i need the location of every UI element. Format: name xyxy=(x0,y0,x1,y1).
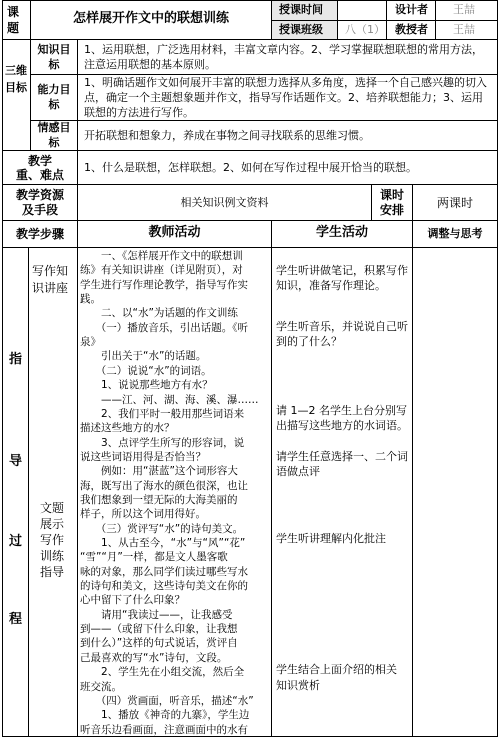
page-title: 怎样展开作文中的联想训练 xyxy=(72,11,229,26)
teacher-value: 王喆 xyxy=(453,23,475,36)
student-block-1-line1: 学生听讲做笔记，积累写作 xyxy=(276,264,408,277)
teacher-line: 二、以“水”为话题的作文训练 xyxy=(80,307,238,320)
lesson-label: 课题 xyxy=(7,5,20,35)
teacher-activity-header: 教师活动 xyxy=(148,225,201,240)
teacher-line: 请用“我读过——，让我感受 xyxy=(80,608,233,621)
teacher-line: 说这些词语用得是否恰当？ xyxy=(80,450,206,463)
teacher-line: （一）播放音乐，引出话题。《听 xyxy=(80,321,248,334)
side-char-3: 过 xyxy=(9,534,23,549)
teacher-line: 2、学生先在小组交流，然后全 xyxy=(80,666,245,679)
teacher-line: 练》有关知识讲座（详见附页），对 xyxy=(80,264,243,277)
focus-label-line1: 教学 xyxy=(27,154,52,168)
focus-text: 1、什么是联想，怎样联想。2、如何在写作过程中展开恰当的联想。 xyxy=(84,161,417,174)
side-char-2: 导 xyxy=(9,454,23,469)
student-block-4-line2: 语做点评 xyxy=(276,465,320,478)
teacher-line: 己最喜欢的写“水”诗句，文段。 xyxy=(80,651,228,664)
teacher-label: 教授者 xyxy=(395,23,428,36)
schedule-label-line1: 课时 xyxy=(379,188,404,202)
teacher-line: 我们想象到一望无际的大海美丽的 xyxy=(80,493,238,506)
cell-steps xyxy=(28,247,78,737)
student-block-2-line2: 到的了什么？ xyxy=(276,335,342,348)
goals-group-label: 三维目标 xyxy=(5,64,27,94)
teacher-line: （四）赏画面，听音乐，描述“水” xyxy=(80,694,254,707)
focus-label-line2: 重、难点 xyxy=(15,168,64,182)
teacher-line: ——江、河、湖、海、溪、瀑…… xyxy=(80,393,259,406)
step1-line1: 写作知 xyxy=(32,264,69,278)
teacher-line: 的诗句和美文，这些诗句美文在你的 xyxy=(80,580,248,593)
side-char-1: 指 xyxy=(9,352,23,367)
designer-value: 王喆 xyxy=(453,3,475,16)
teacher-line: （三）赏评写“水”的诗句美文。 xyxy=(80,522,244,535)
teacher-line: 描述这些地方的水？ xyxy=(80,422,175,435)
student-block-3-line1: 请 1—2 名学生上台分别写 xyxy=(276,404,407,417)
knowledge-label: 知识目标 xyxy=(37,43,71,71)
cell-time-value xyxy=(337,0,387,21)
teacher-line: 学生进行写作理论教学，指导写作实 xyxy=(80,278,248,291)
time-label: 授课时间 xyxy=(279,3,323,16)
teacher-line: 样子，所以这个词用得好。 xyxy=(80,508,206,521)
step2-line2: 展示 xyxy=(40,517,65,531)
emotion-text: 开拓联想和想象力，养成在事物之间寻找联系的思维习惯。 xyxy=(84,129,370,142)
student-block-5-line1: 学生听讲理解内化批注 xyxy=(276,532,386,545)
teacher-line: 3、点评学生所写的形容词，说 xyxy=(80,436,245,449)
teacher-line: 引出关于“水”的话题。 xyxy=(80,350,207,363)
step2-line1: 文题 xyxy=(40,501,65,515)
student-activity-header: 学生活动 xyxy=(315,225,368,240)
student-block-6-line1: 学生结合上面介绍的相关 xyxy=(276,663,397,676)
student-block-2-line1: 学生听音乐，并说说自己听 xyxy=(276,320,408,333)
teacher-line: 班交流。 xyxy=(80,680,122,693)
emotion-label: 情感目标 xyxy=(37,121,71,149)
teacher-line: “雪”“月”一样，都是文人墨客歌 xyxy=(80,551,228,564)
resources-label-line1: 教学资源 xyxy=(15,188,64,202)
side-char-4: 程 xyxy=(9,612,23,627)
teacher-line: 1、播放《神奇的九寨》，学生边 xyxy=(80,709,250,722)
step1-line2: 识讲座 xyxy=(32,281,69,295)
teacher-line: （二）说说“水”的词语。 xyxy=(80,364,212,377)
teacher-line: 1、从古至今，“水”与“风”“花” xyxy=(80,537,246,549)
resources-label-line2: 及手段 xyxy=(21,203,58,217)
teacher-line: 2、我们平时一般用那些词语来 xyxy=(80,407,245,420)
resources-text: 相关知识例文资料 xyxy=(180,196,269,209)
schedule-label-line2: 安排 xyxy=(379,203,404,217)
teacher-line: 1、说说那些地方有水？ xyxy=(80,379,213,392)
cell-adjust xyxy=(412,247,498,737)
teacher-line: 海，既写出了海水的颜色很深，也让 xyxy=(80,479,248,492)
student-block-1-line2: 知识，准备写作理论。 xyxy=(276,279,386,292)
knowledge-text: 1、运用联想，广泛选用材料，丰富文章内容。2、学习掌握联想联想的常用方法，注意运用联想的基本原则。 xyxy=(84,43,483,71)
designer-label: 设计者 xyxy=(395,3,428,16)
ability-label: 能力目标 xyxy=(37,83,71,111)
teacher-line: 心中留下了什么印象？ xyxy=(80,594,185,607)
teacher-line: 咏的对象，那么同学们读过哪些写水 xyxy=(80,565,248,578)
teacher-line: 践。 xyxy=(80,293,101,306)
ability-text: 1、明确话题作文如何展开丰富的联想力选择从多角度，选择一个自己感兴趣的切入点，确定一个主题想象题并作文，指导写作话题作文。2、培养联想能力；3、运用联想的方法进行写作。 xyxy=(84,76,487,119)
cell-side-label xyxy=(2,247,29,737)
teacher-line: 听音乐边看画面，注意画面中的水有 xyxy=(80,723,248,736)
class-value: 八（1） xyxy=(345,23,385,36)
teacher-line: 泉》 xyxy=(80,336,101,349)
teacher-line: 到什么）”这样的句式说话，赏评自 xyxy=(80,637,238,650)
student-block-6-line2: 知识赏析 xyxy=(276,679,320,692)
schedule-value: 两课时 xyxy=(436,196,473,210)
step2-line5: 指导 xyxy=(40,565,65,579)
step2-line4: 训练 xyxy=(40,549,65,563)
adjust-header: 调整与思考 xyxy=(427,227,483,240)
teacher-line: 到——（或留下什么印象，让我想 xyxy=(80,623,238,636)
step2-line3: 写作 xyxy=(40,533,65,547)
student-block-4-line1: 请学生任意选择一、二个词 xyxy=(276,450,408,463)
student-block-3-line2: 出描写这些地方的水词语。 xyxy=(276,419,408,432)
steps-header: 教学步骤 xyxy=(15,227,64,241)
teacher-line: 一、《怎样展开作文中的联想训 xyxy=(80,250,243,262)
class-label: 授课班级 xyxy=(279,23,323,36)
teacher-line: 例如：用“湛蓝”这个词形容大 xyxy=(80,465,238,478)
